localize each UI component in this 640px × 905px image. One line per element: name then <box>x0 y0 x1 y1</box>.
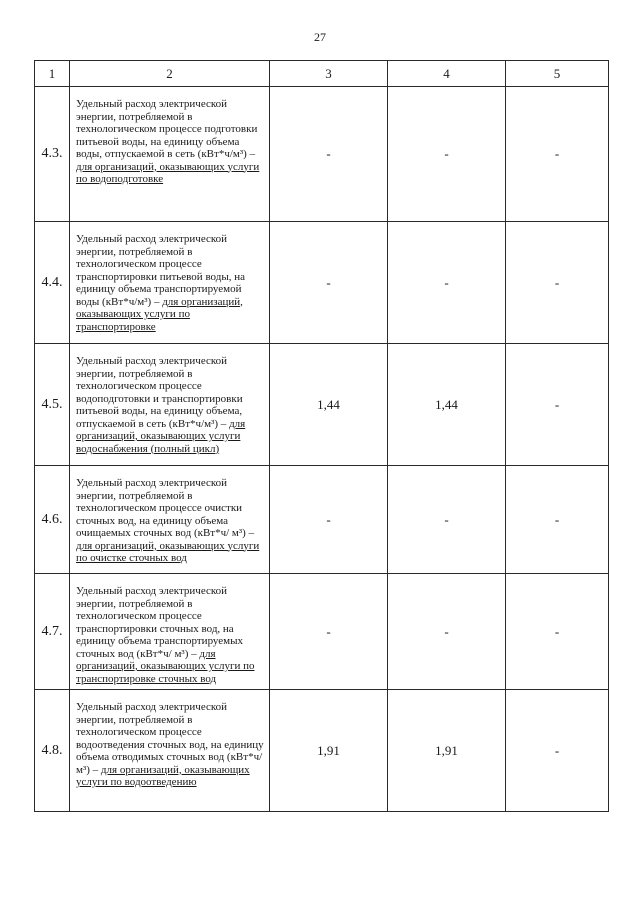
value-col-3: - <box>270 574 388 690</box>
value-col-5: - <box>506 574 609 690</box>
description-text: Удельный расход электрической энергии, потребляемой в технологическом процессе водоподготовки и транспортировки питьевой воды, на единицу объема, отпускаемой в сеть (кВт*ч/м³) – <box>76 355 243 430</box>
description-scope: для организаций, оказывающих услуги по водоотведению <box>76 763 250 788</box>
description-text: Удельный расход электрической энергии, потребляемой в технологическом процессе подготовки питьевой воды, на единицу объема воды, отпускаемой в сеть (кВт*ч/м³) – <box>76 98 258 160</box>
value-col-3: - <box>270 87 388 222</box>
row-description <box>70 690 270 812</box>
value-col-4: 1,44 <box>388 344 506 466</box>
row-number: 4.5. <box>35 344 70 466</box>
description-scope: для организаций, оказывающих услуги по водоподготовке <box>76 160 260 185</box>
value-col-5: - <box>506 222 609 344</box>
description-scope: для организаций, оказывающих услуги по очистке сточных вод <box>76 539 260 564</box>
value-col-4: - <box>388 87 506 222</box>
value-col-3: 1,91 <box>270 690 388 812</box>
value-col-4: - <box>388 222 506 344</box>
value-col-5: - <box>506 344 609 466</box>
table-row <box>35 87 609 222</box>
row-description <box>70 222 270 344</box>
value-col-5: - <box>506 466 609 574</box>
value-col-4: 1,91 <box>388 690 506 812</box>
description-text: Удельный расход электрической энергии, потребляемой в технологическом процессе транспортировки питьевой воды, на единицу объема транспортируемой воды (кВт*ч/м³) – <box>76 233 245 308</box>
value-col-3: - <box>270 222 388 344</box>
header-col-5: 5 <box>506 61 609 87</box>
value-col-4: - <box>388 466 506 574</box>
value-col-3: 1,44 <box>270 344 388 466</box>
description-scope: для организаций, оказывающих услуги по транспортировке сточных вод <box>76 647 255 685</box>
value-col-5: - <box>506 690 609 812</box>
description-scope: для организаций, оказывающих услуги по транспортировке <box>76 295 243 333</box>
header-col-1: 1 <box>35 61 70 87</box>
row-description <box>70 574 270 690</box>
table-row <box>35 344 609 466</box>
table-row <box>35 574 609 690</box>
row-description <box>70 344 270 466</box>
header-col-4: 4 <box>388 61 506 87</box>
table-row <box>35 466 609 574</box>
row-number: 4.7. <box>35 574 70 690</box>
row-number: 4.6. <box>35 466 70 574</box>
description-text: Удельный расход электрической энергии, потребляемой в технологическом процессе транспортировки сточных вод, на единицу объема транспортируемых сточных вод (кВт*ч/ м³) – <box>76 585 244 660</box>
row-description <box>70 466 270 574</box>
header-row <box>35 61 609 87</box>
description-text: Удельный расход электрической энергии, потребляемой в технологическом процессе водоотведения сточных вод, на единицу объема отводимых сточных вод (кВт*ч/ м³) – <box>76 701 264 776</box>
description-scope: для организаций, оказывающих услуги водоснабжения (полный цикл) <box>76 417 246 455</box>
row-number: 4.8. <box>35 690 70 812</box>
value-col-4: - <box>388 574 506 690</box>
value-col-5: - <box>506 87 609 222</box>
row-number: 4.4. <box>35 222 70 344</box>
value-col-3: - <box>270 466 388 574</box>
header-col-3: 3 <box>270 61 388 87</box>
indicators-table <box>34 60 609 812</box>
row-number: 4.3. <box>35 87 70 222</box>
header-col-2: 2 <box>70 61 270 87</box>
table-row <box>35 222 609 344</box>
row-description <box>70 87 270 222</box>
table-row <box>35 690 609 812</box>
page-number: 27 <box>314 30 326 44</box>
description-text: Удельный расход электрической энергии, потребляемой в технологическом процессе очистки сточных вод, на единицу объема очищаемых сточных вод (кВт*ч/ м³) – <box>76 477 255 539</box>
